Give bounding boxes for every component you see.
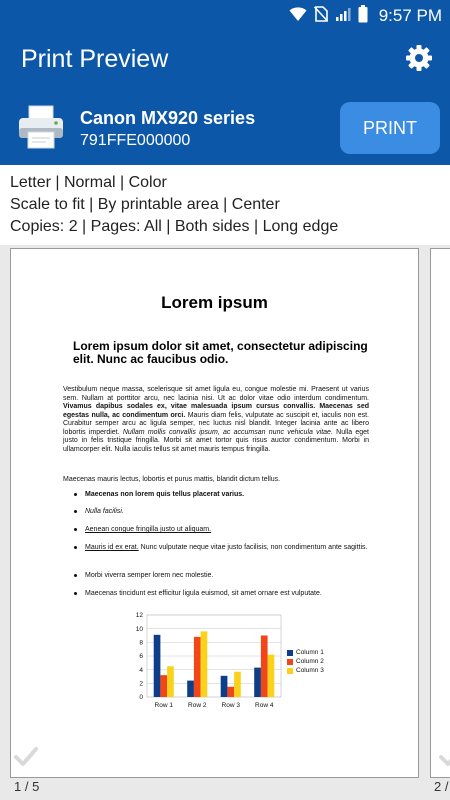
bar [167,666,174,697]
list-item-text: Maecenas non lorem quis tellus placerat varius. [85,491,245,498]
status-time: 9:57 PM [378,6,442,25]
y-tick-label: 8 [139,639,143,647]
bar [160,675,167,697]
y-tick-label: 6 [139,653,143,661]
bar [154,635,161,697]
paper-settings-line: Letter | Normal | Color [10,174,167,191]
paragraph-text: Mauris diam felis, vulputate ac suscipit et, iaculis non est. Curabitur semper arcu ac ligula semper, nec luctus nisl blandit. Integer lacinia ante ac libero lobortis imperdiet. [63,411,370,436]
y-tick-label: 10 [135,625,143,633]
legend-swatch [287,650,293,656]
bar [187,681,194,697]
preview-page[interactable] [10,248,419,778]
preview-area[interactable] [0,245,450,800]
page-number: 1 / 5 [14,779,40,794]
paragraph-bold-text: Vivamus dapibus sodales ex, vitae malesuada ipsum cursus convallis. Maecenas sed egestas nulla, ac condimentum orci. [63,403,369,419]
next-page-number: 2 / [434,779,449,794]
next-page-select-checkmark-icon[interactable] [437,742,450,770]
bar-chart [123,609,343,714]
printer-id: 791FFE000000 [80,132,191,149]
list-item-underlined: Mauris id ex erat. [85,544,139,551]
y-tick-label: 2 [139,680,143,688]
paragraph-text: Nulla eget justo in felis tristique fringilla. Morbi sit amet tortor quis risus auctor condimentum. Morbi in ullamcorper elit. Nulla iaculis tellus sit amet mauris tempus fringilla. [63,428,369,453]
signal-icon [335,6,351,27]
chart-legend [287,649,324,676]
x-tick-label: Row 4 [255,702,274,709]
page-select-checkmark-icon[interactable] [12,742,40,770]
legend-item [287,658,324,667]
battery-icon [358,5,368,28]
legend-label: Column 1 [296,649,324,656]
bar [234,672,241,697]
chart-svg [123,609,283,714]
x-tick-label: Row 1 [154,702,173,709]
document-paragraph [63,386,369,454]
bar [194,637,201,697]
bar [201,631,208,697]
bar [254,668,261,697]
copies-settings-line: Copies: 2 | Pages: All | Both sides | Long edge [10,218,339,235]
layout-settings-line: Scale to fit | By printable area | Center [10,196,280,213]
legend-swatch [287,668,293,674]
legend-item [287,667,324,676]
list-item-text: Maecenas tincidunt est efficitur ligula euismod, sit amet ornare est vulputate. [85,590,322,597]
printer-name: Canon MX920 series [80,108,256,128]
settings-button[interactable] [402,43,436,77]
list-item-text: Aenean congue fringilla justo ut aliquam. [85,526,212,533]
x-tick-label: Row 2 [188,702,207,709]
bar [221,676,228,697]
printer-icon [16,102,66,152]
y-tick-label: 4 [139,666,143,674]
legend-swatch [287,659,293,665]
document-title: Lorem ipsum [161,293,268,312]
page-title: Print Preview [21,45,169,73]
y-tick-label: 12 [135,612,143,620]
x-tick-label: Row 3 [221,702,240,709]
list-item-rest: Nunc vulputate neque vitae justo facilisis, non condimentum ante sagittis. [138,544,368,551]
status-icons [289,5,442,27]
paragraph-text: Vestibulum neque massa, scelerisque sit amet ligula eu, congue molestie mi. Praesent ut varius sem. Nullam at porttitor arcu, nec lacinia nisi. Ut ac dolor vitae odio interdum condimentum. [63,386,369,402]
app-bar [0,32,450,90]
document-paragraph: Maecenas mauris lectus, lobortis et purus mattis, blandit dictum tellus. [63,476,281,483]
list-item-text [85,544,369,553]
document-subtitle: Lorem ipsum dolor sit amet, consectetur adipiscing elit. Nunc ac faucibus odio. [73,339,368,366]
print-settings-summary[interactable] [0,165,450,245]
bar [261,636,268,698]
printer-selector[interactable] [0,90,450,165]
bar [227,687,234,697]
gear-icon [405,44,433,77]
legend-label: Column 3 [296,667,324,674]
list-item-text: Nulla facilisi. [85,508,124,515]
legend-label: Column 2 [296,658,324,665]
bar [268,655,275,697]
y-tick-label: 0 [139,694,143,702]
next-preview-page[interactable] [430,248,450,778]
legend-item [287,649,324,658]
status-bar [0,0,450,32]
wifi-icon [289,6,307,27]
list-item-text: Morbi viverra semper lorem nec molestie. [85,572,214,579]
paragraph-italic-text: Nullam mollis convallis ipsum, ac accumsan nunc vehicula vitae. [122,428,333,436]
print-button[interactable]: PRINT [340,102,440,154]
no-sim-icon [314,6,328,27]
